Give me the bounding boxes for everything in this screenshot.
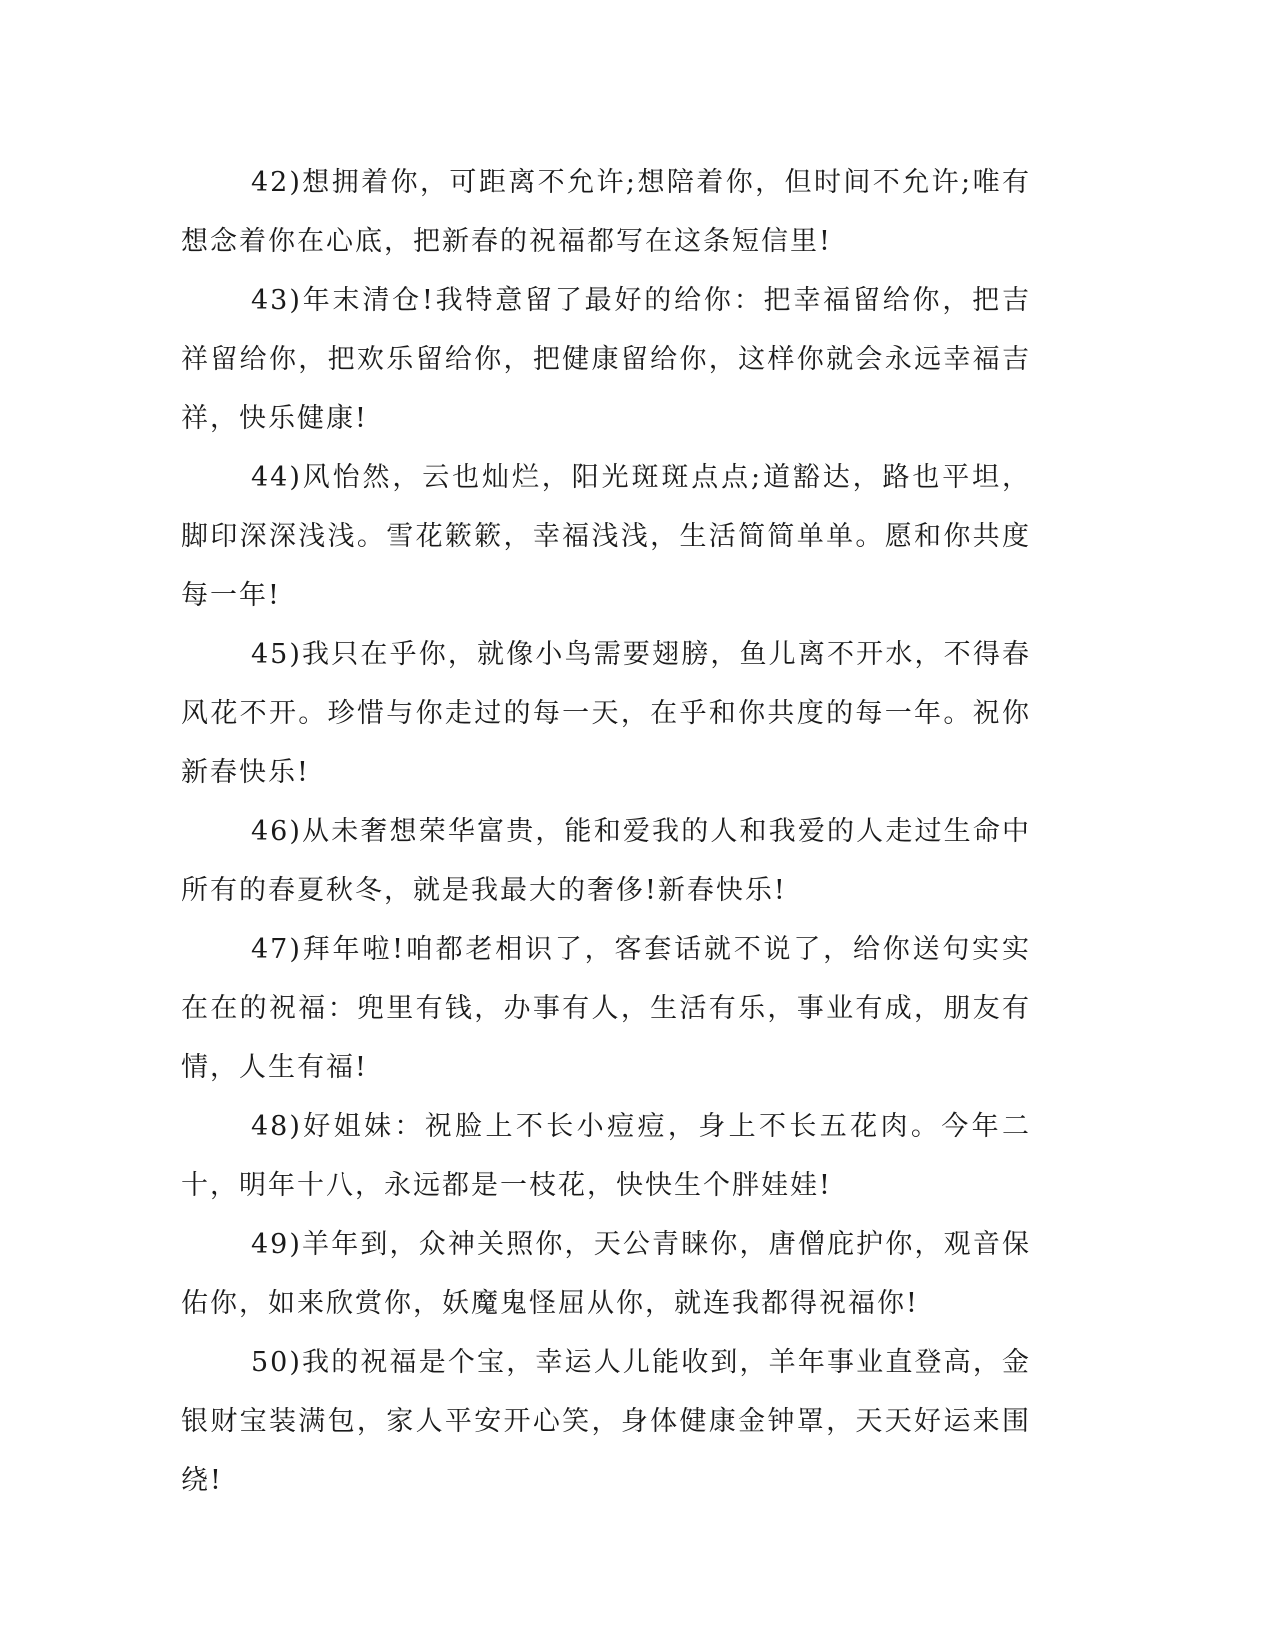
paragraph-50: 50)我的祝福是个宝，幸运人儿能收到，羊年事业直登高，金银财宝装满包，家人平安开心笑，身体健康金钟罩，天天好运来围绕!	[181, 1347, 1031, 1496]
document-body	[181, 153, 1031, 1510]
paragraph-46: 46)从未奢想荣华富贵，能和爱我的人和我爱的人走过生命中所有的春夏秋冬，就是我最大的奢侈!新春快乐!	[181, 816, 1031, 906]
paragraph-48: 48)好姐妹：祝脸上不长小痘痘，身上不长五花肉。今年二十，明年十八，永远都是一枝花，快快生个胖娃娃!	[181, 1111, 1031, 1201]
paragraph-49: 49)羊年到，众神关照你，天公青睐你，唐僧庇护你，观音保佑你，如来欣赏你，妖魔鬼怪屈从你，就连我都得祝福你!	[181, 1229, 1031, 1319]
paragraph-47: 47)拜年啦!咱都老相识了，客套话就不说了，给你送句实实在在的祝福：兜里有钱，办事有人，生活有乐，事业有成，朋友有情，人生有福!	[181, 934, 1031, 1083]
paragraph-43: 43)年末清仓!我特意留了最好的给你：把幸福留给你，把吉祥留给你，把欢乐留给你，把健康留给你，这样你就会永远幸福吉祥，快乐健康!	[181, 285, 1031, 434]
paragraph-42: 42)想拥着你，可距离不允许;想陪着你，但时间不允许;唯有想念着你在心底，把新春的祝福都写在这条短信里!	[181, 167, 1031, 257]
paragraph-45: 45)我只在乎你，就像小鸟需要翅膀，鱼儿离不开水，不得春风花不开。珍惜与你走过的每一天，在乎和你共度的每一年。祝你新春快乐!	[181, 639, 1031, 788]
paragraph-44: 44)风怡然，云也灿烂，阳光斑斑点点;道豁达，路也平坦，脚印深深浅浅。雪花簌簌，幸福浅浅，生活简简单单。愿和你共度每一年!	[181, 462, 1031, 611]
